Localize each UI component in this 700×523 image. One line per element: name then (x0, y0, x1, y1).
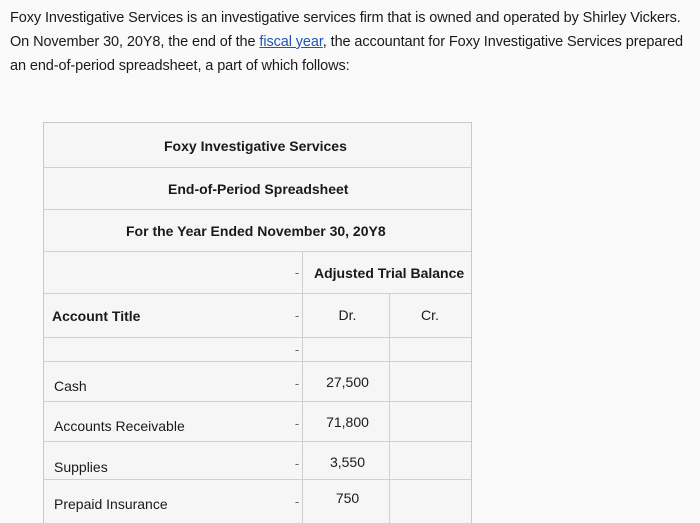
intro-line-2-start: On November 30, 20Y8, the end of the (10, 34, 260, 50)
intro-line-3: an end-of-period spreadsheet, a part of which follows: (10, 58, 350, 74)
adjusted-trial-balance-header: Adjusted Trial Balance (314, 265, 465, 281)
company-row (44, 123, 471, 167)
spreadsheet-title: End-of-Period Spreadsheet (168, 181, 349, 197)
account-name: Accounts Receivable (54, 418, 185, 434)
end-of-period-spreadsheet (43, 122, 472, 523)
fiscal-year-link[interactable]: fiscal year (259, 34, 323, 50)
row-handle: - (294, 416, 300, 431)
problem-intro (10, 6, 696, 78)
company-name: Foxy Investigative Services (164, 138, 347, 154)
dr-header: Dr. (338, 307, 357, 323)
table-row (44, 361, 471, 402)
period-row (44, 209, 471, 252)
spacer-row (44, 337, 471, 362)
account-name: Supplies (54, 459, 108, 475)
row-handle: - (294, 376, 300, 391)
cr-header: Cr. (421, 307, 439, 323)
account-title-header: Account Title (52, 308, 141, 324)
column-header-row (44, 293, 471, 338)
column-divider (389, 293, 390, 523)
account-dr-value: 71,800 (326, 414, 369, 430)
account-dr-value: 750 (335, 490, 360, 506)
row-handle: - (294, 342, 300, 357)
account-dr-value: 3,550 (329, 454, 366, 470)
table-row (44, 401, 471, 442)
period-label: For the Year Ended November 30, 20Y8 (126, 223, 386, 239)
row-handle: - (294, 265, 300, 280)
account-name: Cash (54, 378, 87, 394)
row-handle: - (294, 308, 300, 323)
account-dr-value: 27,500 (326, 374, 369, 390)
column-divider (302, 251, 303, 523)
section-header-row (44, 251, 471, 294)
intro-line-2 (10, 30, 696, 54)
intro-line-1: Foxy Investigative Services is an investigative services firm that is owned and operated by Shirley Vickers. (10, 10, 681, 26)
table-row (44, 441, 471, 480)
account-name: Prepaid Insurance (54, 496, 168, 512)
table-row (44, 479, 471, 523)
row-handle: - (294, 456, 300, 471)
title-row (44, 167, 471, 210)
row-handle: - (294, 494, 300, 509)
intro-line-2-end: , the accountant for Foxy Investigative Services prepared (322, 34, 683, 50)
